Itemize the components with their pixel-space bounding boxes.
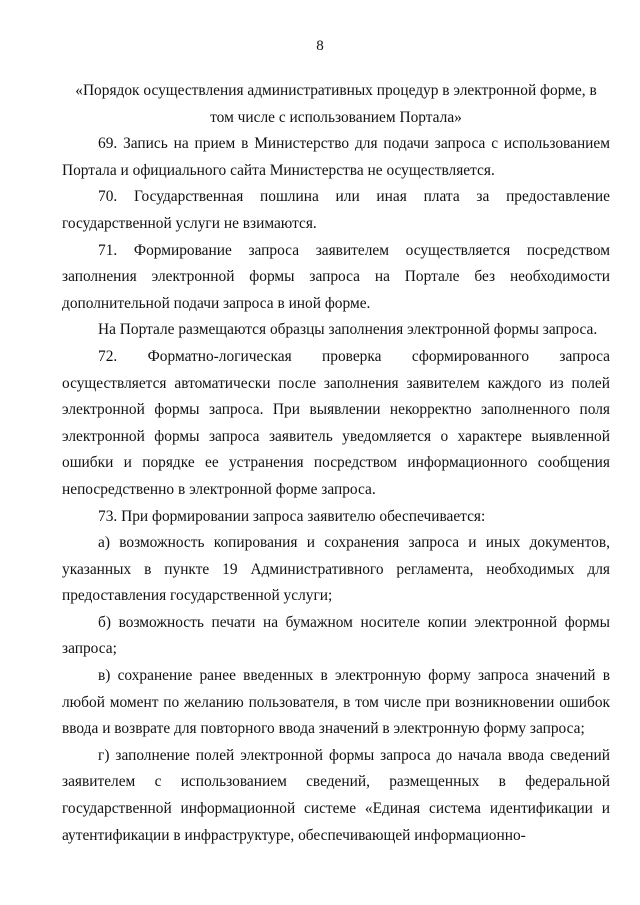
paragraph-70: 70. Государственная пошлина или иная плата за предоставление государственной услуги не взимаются. (62, 188, 610, 232)
page-number: 8 (316, 38, 324, 54)
document-body (62, 78, 610, 849)
paragraph-71: 71. Формирование запроса заявителем осуществляется посредством заполнения электронной формы запроса на Портале без необходимости дополнительной подачи запроса в иной форме. (62, 241, 610, 312)
paragraph-73: 73. При формировании запроса заявителю обеспечивается: (98, 507, 486, 525)
paragraph-73-g: г) заполнение полей электронной формы запроса до начала ввода сведений заявителем с использованием сведений, размещенных в федеральной государственной информационной системе «Единая система идентификации и аутентификации в инфраструктуре, обеспечивающей информационно- (62, 746, 610, 844)
section-heading: «Порядок осуществления административных процедур в электронной форме, в том числе с использованием Портала» (75, 82, 597, 126)
paragraph-73-v: в) сохранение ранее введенных в электронную форму запроса значений в любой момент по желанию пользователя, в том числе при возникновении ошибок ввода и возврате для повторного ввода значений в электронную форму запроса; (62, 667, 610, 738)
paragraph-72: 72. Форматно-логическая проверка сформированного запроса осуществляется автоматически после заполнения заявителем каждого из полей электронной формы запроса. При выявлении некорректно заполненного поля электронной формы запроса заявитель уведомляется о характере выявленной ошибки и порядке ее устранения посредством информационного сообщения непосредственно в электронной форме запроса. (62, 347, 610, 498)
paragraph-69: 69. Запись на прием в Министерство для подачи запроса с использованием Портала и официального сайта Министерства не осуществляется. (62, 135, 610, 179)
paragraph-71-samples: На Портале размещаются образцы заполнения электронной формы запроса. (98, 321, 598, 339)
paragraph-73-a: а) возможность копирования и сохранения запроса и иных документов, указанных в пункте 19 Административного регламента, необходимых для предоставления государственной услуги; (62, 534, 610, 605)
paragraph-73-b: б) возможность печати на бумажном носителе копии электронной формы запроса; (62, 613, 610, 658)
